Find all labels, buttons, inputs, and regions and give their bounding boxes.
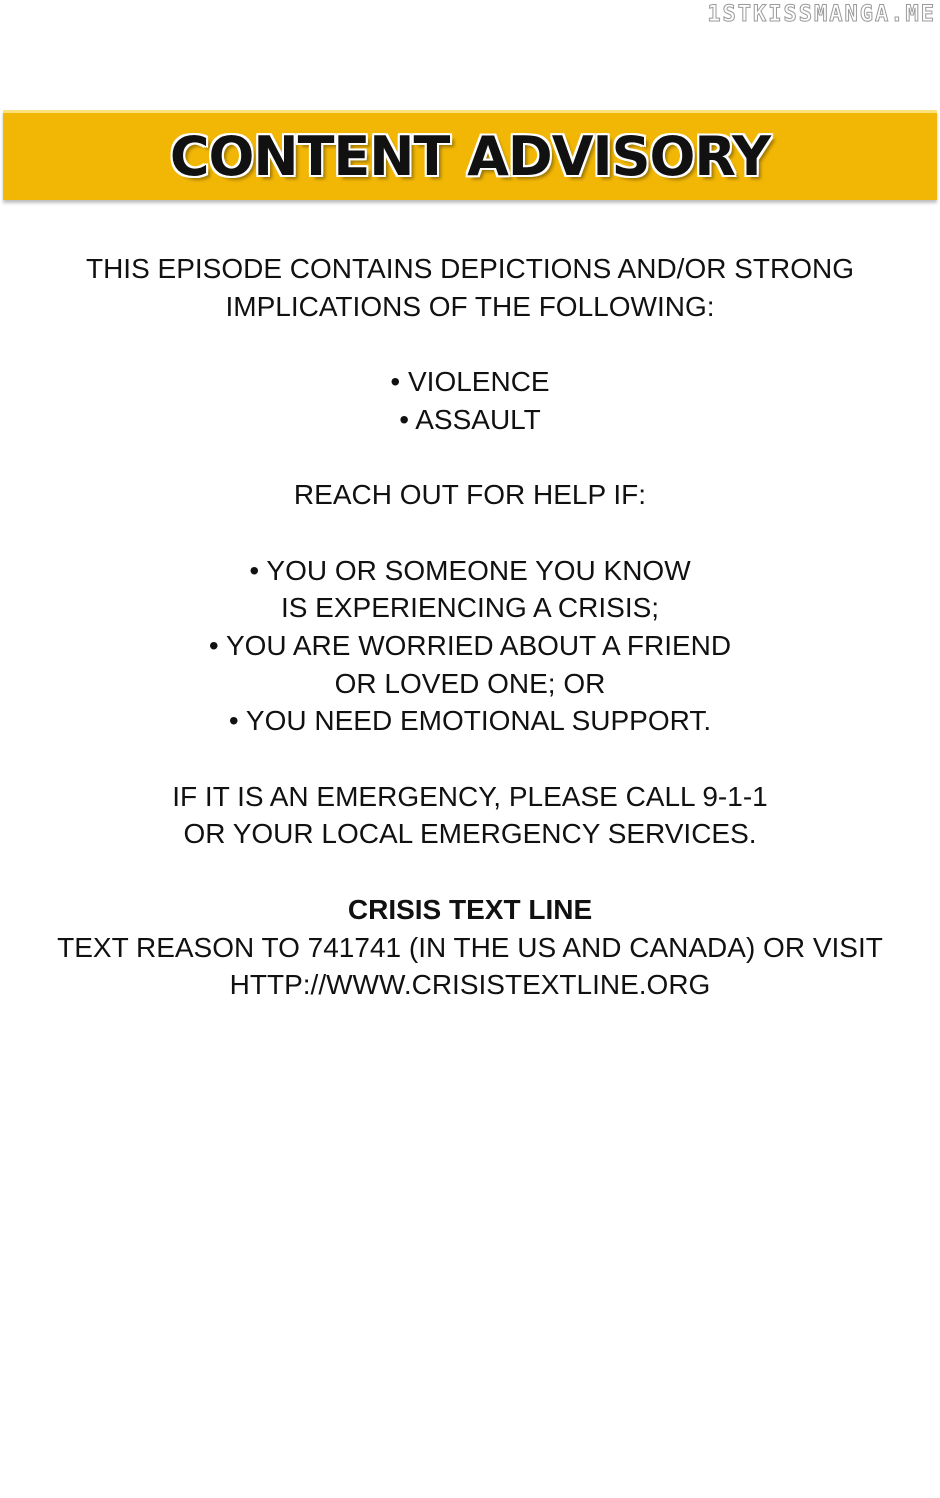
emergency-line: IF IT IS AN EMERGENCY, PLEASE CALL 9-1-1 (172, 780, 768, 812)
content-advisory-banner (3, 110, 937, 200)
banner-title: CONTENT ADVISORY (169, 125, 771, 188)
warning-item: • ASSAULT (399, 403, 541, 435)
intro-line: IMPLICATIONS OF THE FOLLOWING: (225, 290, 715, 322)
emergency-line: OR YOUR LOCAL EMERGENCY SERVICES. (183, 818, 757, 850)
help-condition-line: OR LOVED ONE; OR (334, 667, 606, 699)
crisis-line-title: CRISIS TEXT LINE (347, 893, 593, 925)
intro-line: THIS EPISODE CONTAINS DEPICTIONS AND/OR STRONG (85, 253, 855, 284)
crisis-line-text: TEXT REASON TO 741741 (IN THE US AND CANADA) OR VISIT (57, 931, 883, 963)
crisis-line-url: HTTP://WWW.CRISISTEXTLINE.ORG (229, 969, 711, 1001)
help-condition-line: • YOU OR SOMEONE YOU KNOW (249, 554, 691, 586)
warning-item: • VIOLENCE (390, 366, 550, 398)
watermark-text: 1STKISSMANGA.ME (707, 2, 936, 27)
help-condition-line: • YOU ARE WORRIED ABOUT A FRIEND (208, 629, 732, 661)
help-condition-line: IS EXPERIENCING A CRISIS; (280, 592, 660, 624)
advisory-body (0, 250, 940, 1004)
help-condition-line: • YOU NEED EMOTIONAL SUPPORT. (228, 705, 712, 737)
help-heading: REACH OUT FOR HELP IF: (293, 479, 647, 511)
